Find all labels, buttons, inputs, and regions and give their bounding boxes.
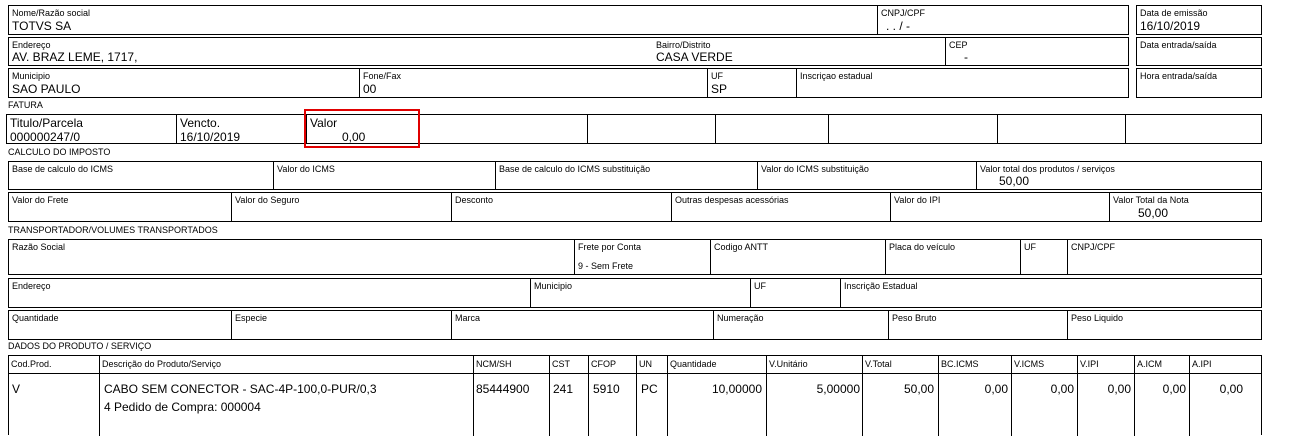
seguro-cell	[231, 193, 451, 221]
col-vunitario	[766, 356, 862, 373]
cell-cst	[549, 374, 588, 436]
antt-cell	[710, 240, 885, 274]
field-label: Valor Total da Nota	[1113, 195, 1189, 205]
total-produtos-cell	[976, 162, 1261, 189]
produto-vipi: 0,00	[1107, 382, 1131, 396]
column-header: UN	[639, 359, 652, 369]
col-descricao	[99, 356, 473, 373]
produto-vunitario: 5,00000	[816, 382, 860, 396]
imposto-row-2	[8, 192, 1262, 222]
emitente-ie-cell	[796, 69, 1130, 97]
cell-vipi	[1077, 374, 1134, 436]
field-label: Data entrada/saída	[1140, 40, 1217, 50]
ie-transp-cell	[840, 279, 1261, 307]
valor-icms-cell	[273, 162, 495, 189]
field-label: Bairro/Distrito	[656, 40, 711, 50]
emitente-nome-cell	[9, 6, 877, 34]
emitente-bairro-cell	[653, 38, 945, 65]
cell-bcicms	[938, 374, 1011, 436]
emitente-bairro: CASA VERDE	[656, 50, 733, 64]
field-label: Titulo/Parcela	[10, 116, 83, 130]
field-label: Data de emissão	[1140, 8, 1208, 18]
column-header: A.IPI	[1192, 359, 1212, 369]
field-label: Valor do IPI	[894, 195, 941, 205]
fatura-titulo-cell	[7, 115, 176, 143]
cell-cfop	[588, 374, 636, 436]
cell-un	[636, 374, 667, 436]
field-label: Outras despesas acessórias	[675, 195, 789, 205]
produto-cfop: 5910	[593, 382, 620, 396]
column-header: NCM/SH	[476, 359, 512, 369]
produto-vicms: 0,00	[1050, 382, 1074, 396]
emitente-uf: SP	[711, 82, 728, 96]
column-header: Quantidade	[670, 359, 717, 369]
cell-quantidade	[667, 374, 766, 436]
data-emissao: 16/10/2019	[1140, 19, 1201, 33]
produto-aicm: 0,00	[1162, 382, 1186, 396]
endereco-transp-cell	[9, 279, 530, 307]
col-aipi	[1189, 356, 1261, 373]
cell-aicm	[1134, 374, 1189, 436]
cell-vtotal	[862, 374, 938, 436]
col-vipi	[1077, 356, 1134, 373]
emitente-row-3	[8, 68, 1129, 98]
ipi-cell	[890, 193, 1109, 221]
field-label: Fone/Fax	[363, 71, 402, 81]
base-icms-cell	[9, 162, 273, 189]
total-nota-cell	[1109, 193, 1261, 221]
produto-descricao: CABO SEM CONECTOR - SAC-4P-100,0-PUR/0,3	[104, 382, 377, 396]
section-title-fatura: FATURA	[8, 100, 43, 110]
field-label: Valor do ICMS substituição	[761, 164, 869, 174]
emitente-cep: -	[964, 50, 968, 64]
column-header: BC.ICMS	[941, 359, 979, 369]
field-label: UF	[711, 71, 723, 81]
produto-descricao-2: 4 Pedido de Compra: 000004	[104, 400, 261, 414]
section-title-transportador: TRANSPORTADOR/VOLUMES TRANSPORTADOS	[8, 225, 218, 235]
produto-cod: V	[12, 382, 21, 396]
col-un	[636, 356, 667, 373]
field-label: Base de calculo do ICMS	[12, 164, 114, 174]
column-header: CFOP	[591, 359, 617, 369]
field-label: Vencto.	[180, 116, 221, 130]
field-label: Inscrição Estadual	[844, 281, 918, 291]
marca-cell	[451, 311, 713, 339]
emitente-nome: TOTVS SA	[12, 19, 72, 33]
emitente-municipio: SAO PAULO	[12, 82, 81, 96]
cell-cod	[9, 374, 99, 436]
numeracao-cell	[713, 311, 888, 339]
field-label: Municipio	[12, 71, 51, 81]
field-label: Hora entrada/saída	[1140, 71, 1218, 81]
field-label: Frete por Conta	[578, 242, 642, 252]
total-nota: 50,00	[1138, 206, 1169, 220]
peso-liquido-cell	[1067, 311, 1261, 339]
emitente-cnpj-cell	[877, 6, 1130, 34]
cnpj-cell	[1067, 240, 1261, 274]
field-label: Placa do veículo	[889, 242, 956, 252]
fatura-empty-cell	[587, 115, 715, 143]
emitente-endereco: AV. BRAZ LEME, 1717,	[12, 50, 138, 64]
data-emissao-box	[1136, 5, 1262, 35]
col-bcicms	[938, 356, 1011, 373]
field-label: Razão Social	[12, 242, 66, 252]
column-header: V.IPI	[1080, 359, 1099, 369]
field-label: Desconto	[455, 195, 494, 205]
field-label: Numeração	[717, 313, 764, 323]
col-vtotal	[862, 356, 938, 373]
table-row	[9, 374, 1261, 436]
peso-bruto-cell	[888, 311, 1067, 339]
column-header: V.Unitário	[769, 359, 808, 369]
column-header: Descrição do Produto/Serviço	[102, 359, 222, 369]
transportador-row-2	[8, 278, 1262, 308]
imposto-row-1	[8, 161, 1262, 190]
emitente-row-1	[8, 5, 1129, 35]
column-header: V.ICMS	[1014, 359, 1045, 369]
section-title-imposto: CALCULO DO IMPOSTO	[8, 147, 111, 157]
column-header: CST	[552, 359, 570, 369]
fatura-empty-cell	[1125, 115, 1261, 143]
transportador-row-1	[8, 239, 1262, 275]
col-aicm	[1134, 356, 1189, 373]
column-header: A.ICM	[1137, 359, 1163, 369]
base-icms-st-cell	[495, 162, 757, 189]
total-produtos: 50,00	[999, 174, 1030, 188]
field-label: Codigo ANTT	[714, 242, 769, 252]
produto-quantidade: 10,00000	[711, 382, 762, 396]
cell-ncm	[473, 374, 549, 436]
produto-ncm: 85444900	[476, 382, 530, 396]
column-header: Cod.Prod.	[11, 359, 52, 369]
emitente-cnpj: . . / -	[886, 19, 910, 33]
produto-bcicms: 0,00	[984, 382, 1008, 396]
field-label: Endereço	[12, 281, 51, 291]
transportador-row-3	[8, 310, 1262, 340]
valor-icms-st-cell	[757, 162, 976, 189]
field-label: Peso Bruto	[892, 313, 937, 323]
outras-cell	[671, 193, 890, 221]
produto-vtotal: 50,00	[903, 382, 934, 396]
cell-aipi	[1189, 374, 1261, 436]
col-ncm	[473, 356, 549, 373]
field-label: CNPJ/CPF	[881, 8, 926, 18]
field-label: Especie	[235, 313, 268, 323]
field-label: CEP	[949, 40, 968, 50]
emitente-uf-cell	[707, 69, 796, 97]
field-label: Peso Liquido	[1071, 313, 1124, 323]
field-label: UF	[1024, 242, 1036, 252]
field-label: Inscriçao estadual	[800, 71, 873, 81]
produto-aipi: 0,00	[1219, 382, 1243, 396]
col-quantidade	[667, 356, 766, 373]
col-vicms	[1011, 356, 1077, 373]
field-label: CNPJ/CPF	[1071, 242, 1116, 252]
desconto-cell	[451, 193, 671, 221]
field-label: Nome/Razão social	[12, 8, 91, 18]
field-label: Valor do Frete	[12, 195, 69, 205]
produto-un: PC	[641, 382, 658, 396]
uf-transp-cell	[750, 279, 840, 307]
section-title-produtos: DADOS DO PRODUTO / SERVIÇO	[8, 341, 152, 351]
razao-cell	[9, 240, 574, 274]
col-cst	[549, 356, 588, 373]
emitente-fone: 00	[363, 82, 377, 96]
placa-cell	[885, 240, 1020, 274]
col-cod	[9, 356, 99, 373]
fatura-row	[6, 114, 1262, 144]
produtos-header-row	[9, 356, 1261, 374]
field-label: Quantidade	[12, 313, 59, 323]
emitente-cep-cell	[945, 38, 1130, 65]
cell-descricao	[99, 374, 473, 436]
field-label: Valor	[310, 116, 338, 130]
emitente-municipio-cell	[9, 69, 359, 97]
frete-conta-cell	[574, 240, 710, 274]
field-label: Marca	[455, 313, 481, 323]
emitente-fone-cell	[359, 69, 707, 97]
produto-cst: 241	[553, 382, 574, 396]
fatura-vencto-cell	[176, 115, 306, 143]
field-label: Endereço	[12, 40, 51, 50]
field-label: Base de calculo do ICMS substituição	[499, 164, 651, 174]
produtos-table	[8, 355, 1262, 435]
frete-conta: 9 - Sem Frete	[578, 261, 634, 271]
especie-cell	[231, 311, 451, 339]
cell-vunitario	[766, 374, 862, 436]
fatura-empty-cell	[715, 115, 828, 143]
uf-cell	[1020, 240, 1067, 274]
quantidade-cell	[9, 311, 231, 339]
cell-vicms	[1011, 374, 1077, 436]
hora-entrada-box	[1136, 68, 1262, 98]
field-label: Valor do Seguro	[235, 195, 300, 205]
field-label: Valor total dos produtos / serviços	[980, 164, 1115, 174]
fatura-vencto: 16/10/2019	[180, 130, 241, 144]
emitente-row-2	[8, 37, 1129, 66]
emitente-endereco-cell	[9, 38, 647, 65]
fatura-titulo: 000000247/0	[10, 130, 81, 144]
frete-cell	[9, 193, 231, 221]
highlight-valor	[304, 109, 420, 148]
fatura-empty-cell	[828, 115, 997, 143]
column-header: V.Total	[865, 359, 892, 369]
municipio-transp-cell	[530, 279, 750, 307]
col-cfop	[588, 356, 636, 373]
fatura-empty-cell	[997, 115, 1125, 143]
fatura-valor: 0,00	[342, 130, 366, 144]
data-entrada-box	[1136, 37, 1262, 66]
field-label: Valor do ICMS	[277, 164, 335, 174]
field-label: UF	[754, 281, 766, 291]
field-label: Municipio	[534, 281, 573, 291]
